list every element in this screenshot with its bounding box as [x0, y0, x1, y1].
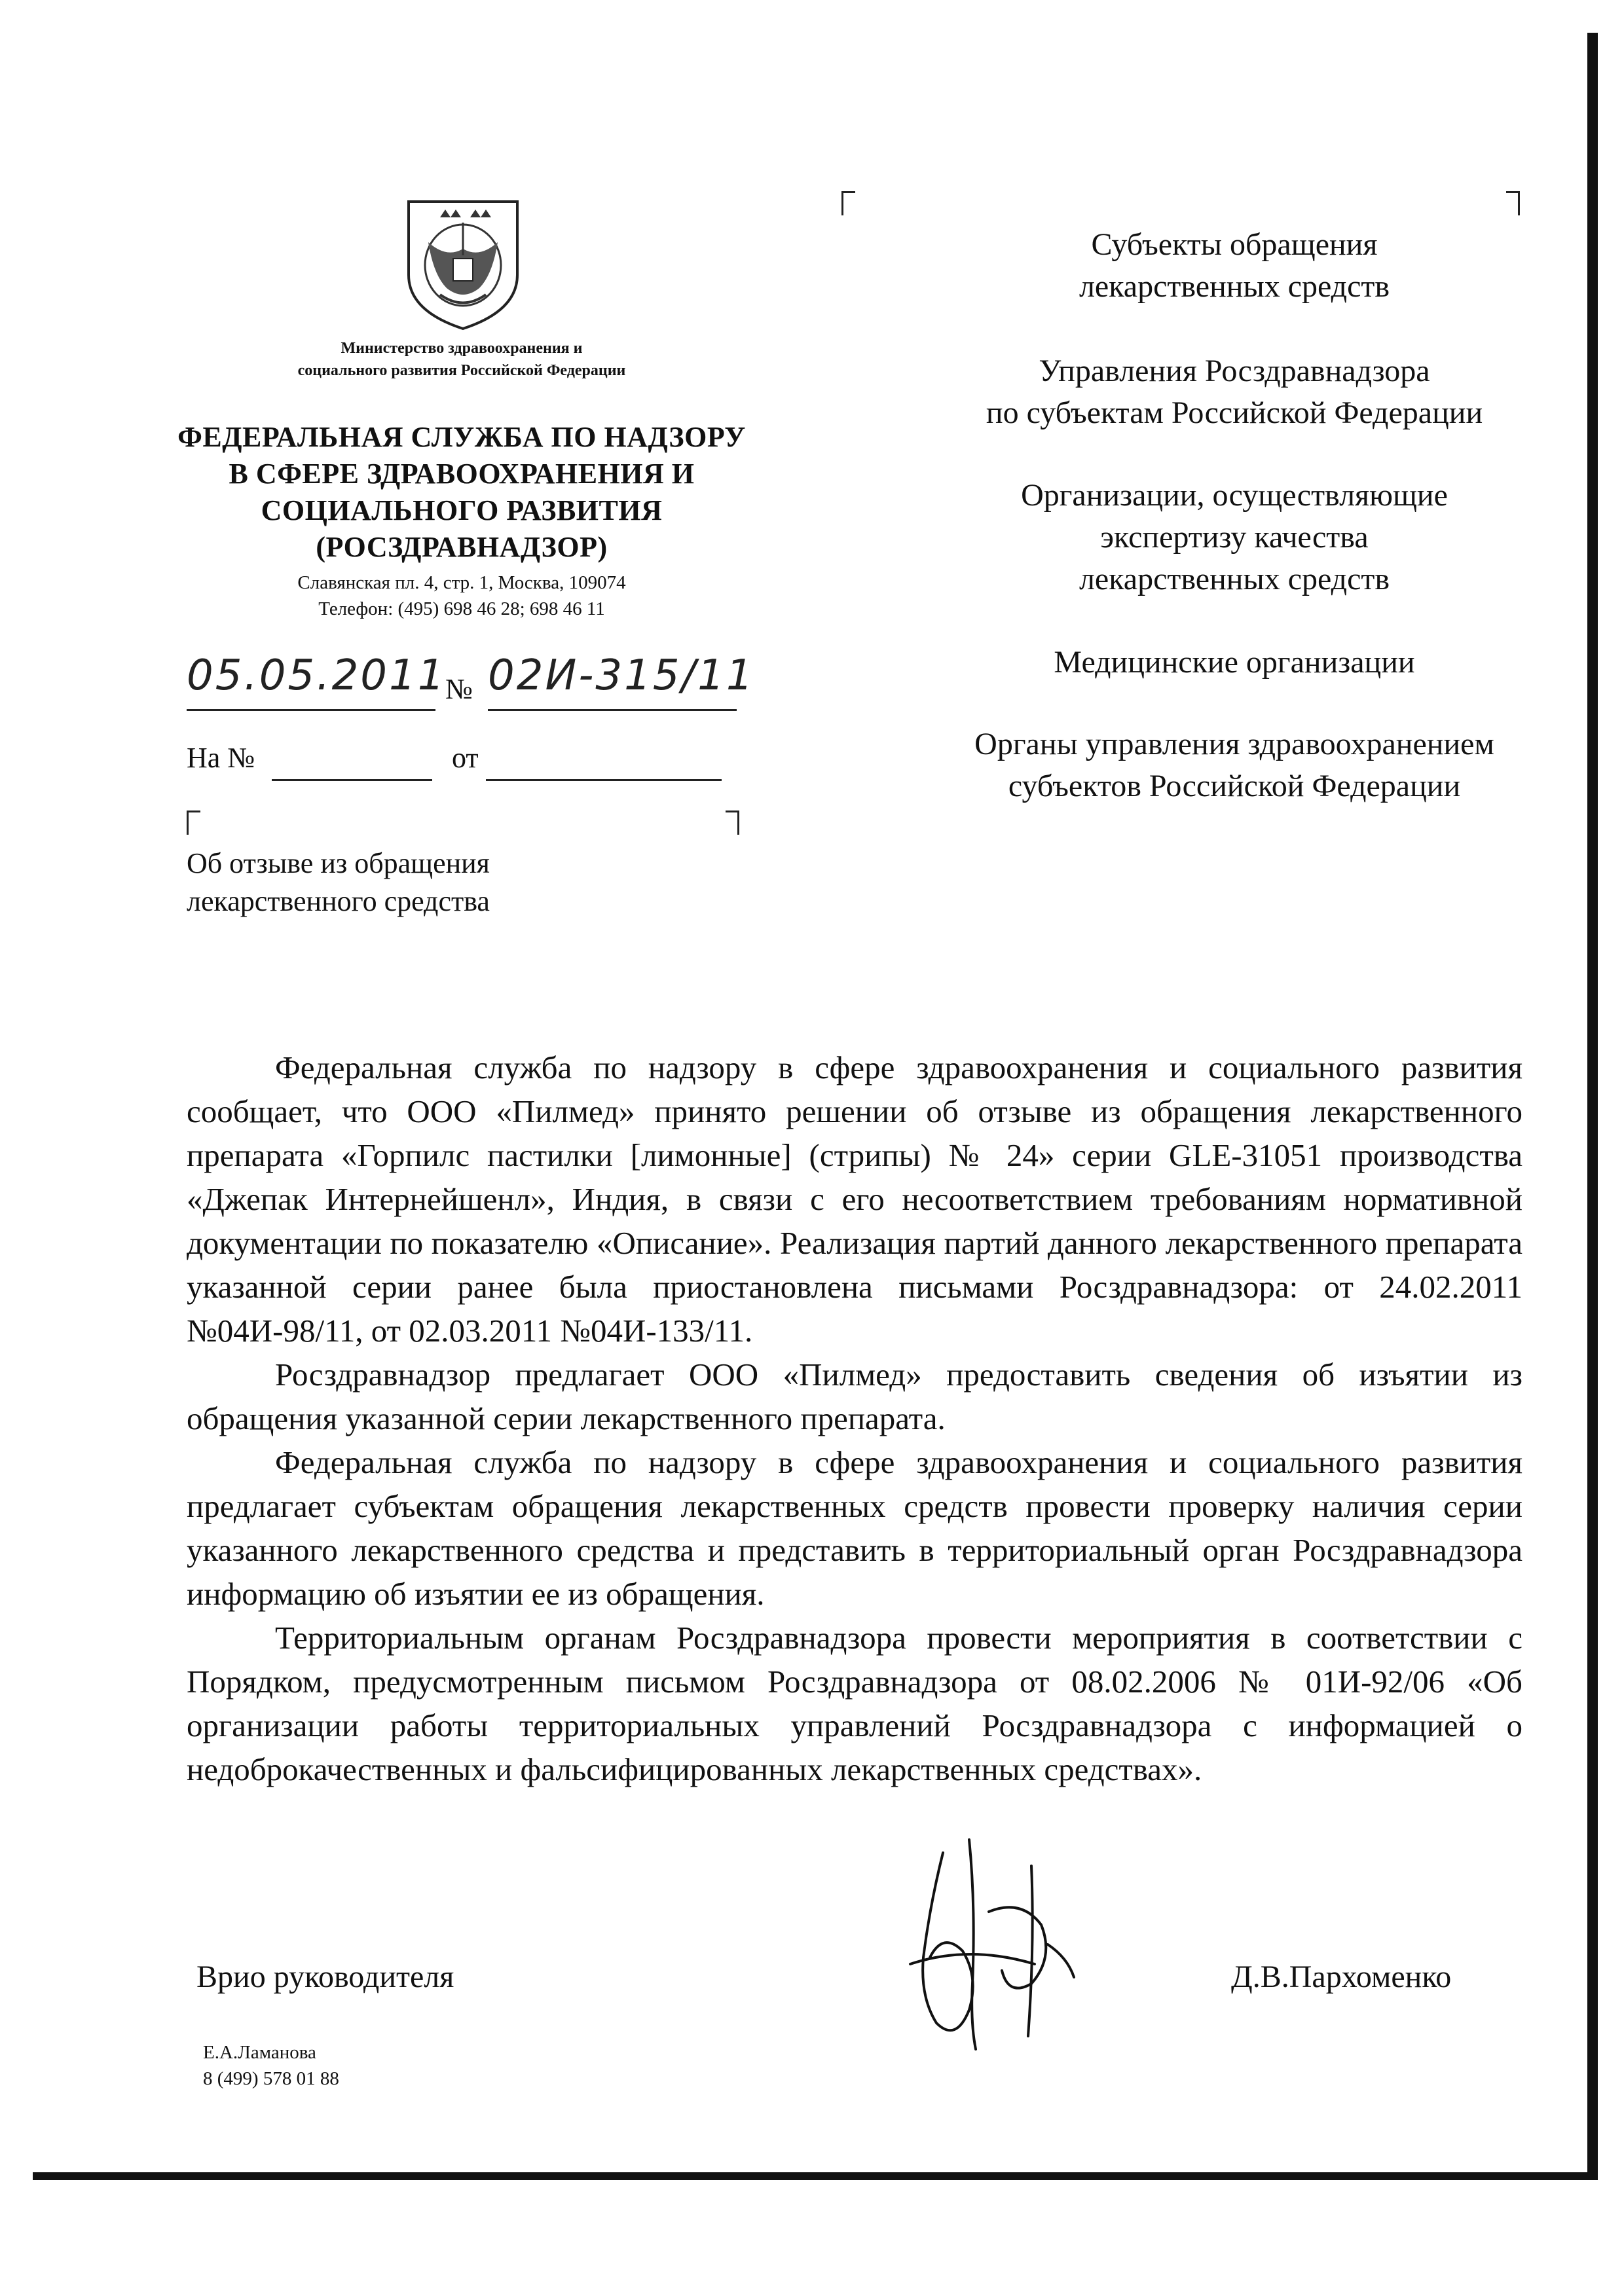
recipient-3-line-3: лекарственных средств — [1079, 562, 1390, 596]
scan-edge-right — [1587, 33, 1598, 2174]
recipient-bracket-right — [1506, 191, 1520, 215]
recipient-block-4 — [891, 642, 1578, 683]
recipient-2-line-1: Управления Росздравнадзора — [1039, 354, 1430, 388]
number-handwritten: 02И-315/11 — [488, 651, 755, 700]
coat-of-arms-icon — [401, 196, 525, 334]
body-paragraph-4: Территориальным органам Росздравнадзора провести мероприятия в соответствии с Порядком, предусмотренным письмом Росздравнадзора от 08.02.2006 № 01И-92/06 «Об организации работы территориальных управлений Росздравнадзора с информацией о недоброкачественных и фальсифицированных лекарственных средствах». — [187, 1620, 1522, 1787]
subject-bracket-left — [187, 811, 200, 835]
letter-body — [187, 1046, 1522, 1791]
handwritten-signature — [891, 1827, 1100, 2062]
agency-address: Славянская пл. 4, стр. 1, Москва, 109074 — [297, 572, 626, 593]
recipient-1-line-1: Субъекты обращения — [1091, 227, 1378, 262]
subject-line-1: Об отзыве из обращения — [187, 847, 490, 879]
agency-title-line-2: В СФЕРЕ ЗДРАВООХРАНЕНИЯ И — [229, 458, 695, 490]
recipient-3-line-2: экспертизу качества — [1100, 520, 1369, 555]
executor-name: Е.А.Ламанова — [203, 2042, 316, 2063]
recipient-2-line-2: по субъектам Российской Федерации — [986, 395, 1483, 430]
signatory-position: Врио руководителя — [196, 1959, 454, 1994]
reply-to-label: На № — [187, 742, 255, 774]
agency-title-line-3: СОЦИАЛЬНОГО РАЗВИТИЯ — [261, 494, 663, 526]
executor-phone: 8 (499) 578 01 88 — [203, 2068, 339, 2089]
reply-from-date-blank — [486, 753, 722, 781]
recipient-3-line-1: Организации, осуществляющие — [1021, 478, 1448, 513]
body-paragraph-1: Федеральная служба по надзору в сфере здравоохранения и социального развития сообщает, что ООО «Пилмед» принято решении об отзыве из обращения лекарственного препарата «Горпилс пастилки [лимонные] (стрипы) № 24» серии GLE-31051 производства «Джепак Интернейшенл», Индия, в связи с его несоответствием требованиям нормативной документации по показателю «Описание». Реализация партий данного лекарственного препарата указанной серии ранее была приостановлена письмами Росздравнадзора: от 24.02.2011 №04И-98/11, от 02.03.2011 №04И-133/11. — [187, 1049, 1522, 1349]
ministry-line-2: социального развития Российской Федерации — [297, 362, 626, 379]
recipient-5-line-2: субъектов Российской Федерации — [1008, 769, 1461, 803]
subject-line-2: лекарственного средства — [187, 885, 490, 917]
ministry-line-1: Министерство здравоохранения и — [341, 340, 583, 357]
recipient-1-line-2: лекарственных средств — [1079, 269, 1390, 304]
reply-to-number-blank — [272, 753, 432, 781]
recipient-bracket-left — [841, 191, 855, 215]
recipient-block-1 — [891, 224, 1578, 308]
number-field — [488, 651, 755, 711]
recipient-block-2 — [891, 350, 1578, 434]
recipient-block-3 — [891, 475, 1578, 600]
recipient-5-line-1: Органы управления здравоохранением — [974, 727, 1494, 761]
recipient-4-line-1: Медицинские организации — [1054, 645, 1415, 680]
body-paragraph-2: Росздравнадзор предлагает ООО «Пилмед» предоставить сведения об изъятии из обращения указанной серии лекарственного препарата. — [187, 1357, 1522, 1436]
signatory-name: Д.В.Пархоменко — [1231, 1959, 1452, 1994]
body-paragraph-3: Федеральная служба по надзору в сфере здравоохранения и социального развития предлагает субъектам обращения лекарственных средств провести проверку наличия серии указанного лекарственного средства и представить в территориальный орган Росздравнадзора информацию об изъятии ее из обращения. — [187, 1444, 1522, 1612]
agency-title-line-1: ФЕДЕРАЛЬНАЯ СЛУЖБА ПО НАДЗОРУ — [177, 421, 746, 453]
scan-edge-bottom — [33, 2172, 1598, 2180]
reply-from-label: от — [452, 742, 479, 774]
date-field — [187, 651, 447, 711]
subject-bracket-right — [726, 811, 739, 835]
agency-title-line-4: (РОСЗДРАВНАДЗОР) — [316, 531, 608, 563]
agency-phone: Телефон: (495) 698 46 28; 698 46 11 — [318, 598, 605, 619]
subject-block — [187, 845, 490, 920]
recipient-block-5 — [891, 723, 1578, 807]
number-sign: № — [445, 673, 473, 705]
date-handwritten: 05.05.2011 — [187, 651, 447, 700]
